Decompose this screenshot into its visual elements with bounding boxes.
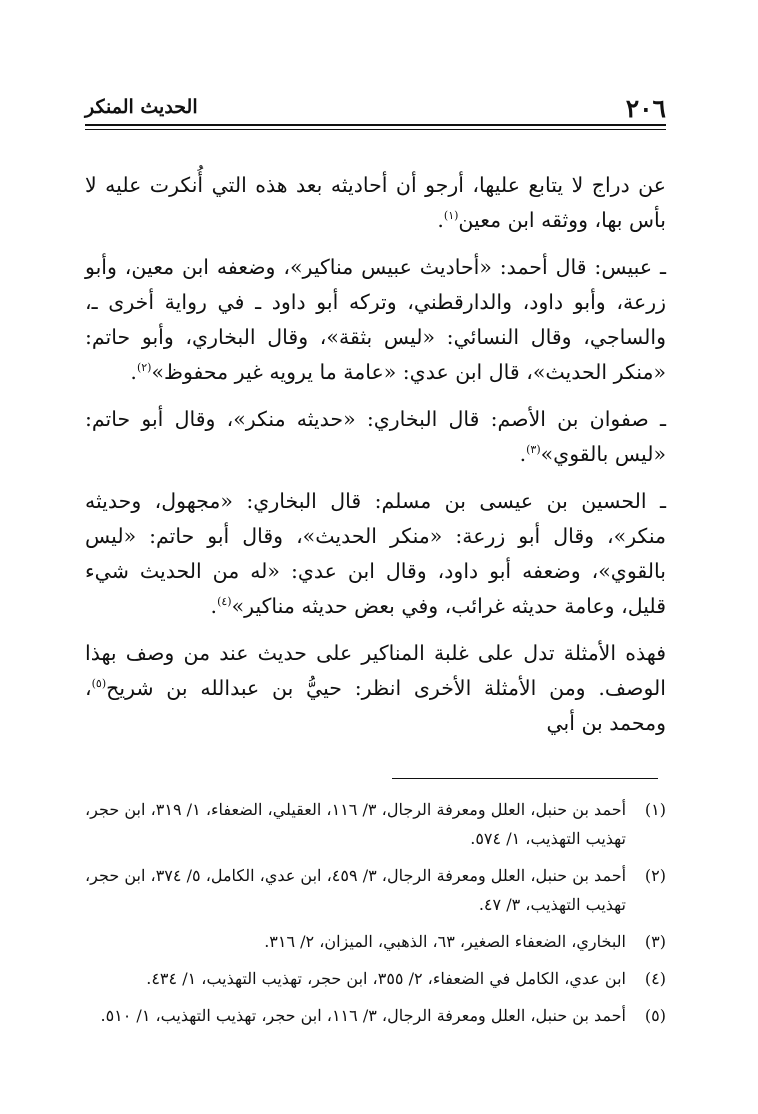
footnote-ref[interactable]: (٤) <box>217 595 232 609</box>
footnote <box>85 795 666 853</box>
header-rule-thick <box>85 124 666 126</box>
footnote-number: (٢) <box>644 866 666 885</box>
footnote-ref[interactable]: (١) <box>443 209 459 223</box>
paragraph: ـ الحسين بن عيسى بن مسلم: قال البخاري: «مجهول، وحديثه منكر»، وقال أبو زرعة: «منكر الحديث»، وقال أبو حاتم: «ليس بالقوي»، وضعفه أبو داود، وقال ابن عدي: «له من الحديث شيء قليل، وعامة حديثه غرائب، وفي بعض حديثه مناكير»$^{(٤)}$. <box>85 489 667 618</box>
footnote-number: (١) <box>644 800 666 819</box>
footnote-text: أحمد بن حنبل، العلل ومعرفة الرجال، ٣/ ٤٥٩، ابن عدي، الكامل، ٥/ ٣٧٤، ابن حجر، تهذيب التهذيب، ٣/ ٤٧. <box>85 866 627 914</box>
footnote-number: (٥) <box>644 1006 666 1025</box>
footnote-number: (٣) <box>644 932 666 951</box>
footnote <box>85 1001 666 1030</box>
page-number: ٢٠٦ <box>625 94 666 123</box>
paragraph: فهذه الأمثلة تدل على غلبة المناكير على حديث عند من وصف بهذا الوصف. ومن الأمثلة الأخرى انظر: حييُّ بن عبدالله بن شريح$^{(٥)}$، ومحمد بن أبي <box>85 641 666 735</box>
header-rule-thin <box>85 129 666 130</box>
footnote-ref[interactable]: (٣) <box>526 443 541 457</box>
footnote-ref[interactable]: (٥) <box>91 677 107 691</box>
footnote-ref[interactable]: (٢) <box>136 361 152 375</box>
footnote <box>85 927 666 956</box>
footnote-separator <box>392 778 658 779</box>
footnote-text: أحمد بن حنبل، العلل ومعرفة الرجال، ٣/ ١١٦، العقيلي، الضعفاء، ١/ ٣١٩، ابن حجر، تهذيب التهذيب، ١/ ٥٧٤. <box>85 800 627 848</box>
paragraph: ـ عبيس: قال أحمد: «أحاديث عبيس مناكير»، وضعفه ابن معين، وأبو زرعة، وأبو داود، والدارقطني، وتركه أبو داود ـ في رواية أخرى ـ، والساجي، وقال النسائي: «ليس بثقة»، وقال البخاري، وأبو حاتم: «منكر الحديث»، قال ابن عدي: «عامة ما يرويه غير محفوظ»$^{(٢)}$. <box>85 255 666 384</box>
page-header <box>85 88 666 128</box>
footnotes <box>85 795 666 1038</box>
paragraph: عن دراج لا يتابع عليها، أرجو أن أحاديثه بعد هذه التي أُنكرت عليه لا بأس بها، ووثقه ابن معين$^{(١)}$. <box>85 173 666 232</box>
footnote-text: ابن عدي، الكامل في الضعفاء، ٢/ ٣٥٥، ابن حجر، تهذيب التهذيب، ١/ ٤٣٤. <box>146 969 626 988</box>
footnote <box>85 861 666 919</box>
footnote <box>85 964 666 993</box>
running-title: الحديث المنكر <box>85 96 198 118</box>
footnote-text: أحمد بن حنبل، العلل ومعرفة الرجال، ٣/ ١١٦، ابن حجر، تهذيب التهذيب، ١/ ٥١٠. <box>100 1006 626 1025</box>
main-text <box>85 168 666 747</box>
paragraph: ـ صفوان بن الأصم: قال البخاري: «حديثه منكر»، وقال أبو حاتم: «ليس بالقوي»$^{(٣)}$. <box>85 407 666 466</box>
footnote-text: البخاري، الضعفاء الصغير، ٦٣، الذهبي، الميزان، ٢/ ٣١٦. <box>264 932 626 951</box>
footnote-number: (٤) <box>644 969 666 988</box>
